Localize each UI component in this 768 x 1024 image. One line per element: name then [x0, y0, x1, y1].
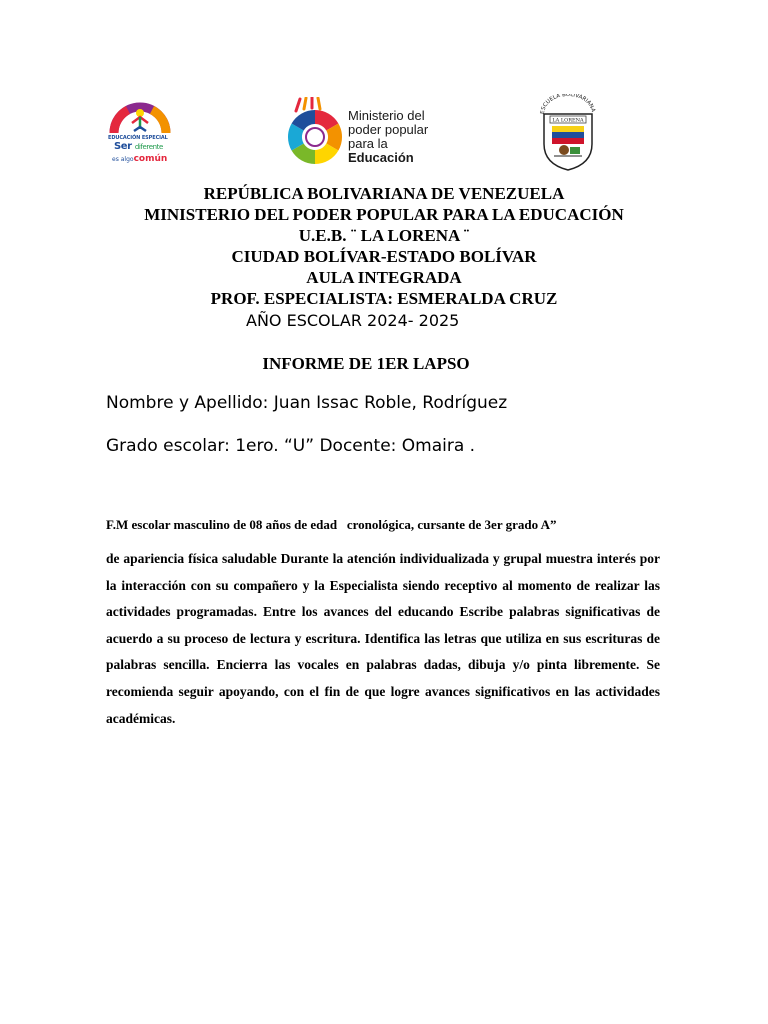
ministerio-line-1: Ministerio del [348, 108, 425, 123]
report-title: INFORME DE 1ER LAPSO [262, 354, 470, 373]
ministerio-line-4: Educación [348, 150, 414, 165]
header-profesora: PROF. ESPECIALISTA: ESMERALDA CRUZ [210, 289, 558, 308]
school-arc-text: ESCUELA BOLIVARIANA [539, 94, 596, 115]
ministerio-educacion-logo [284, 97, 434, 171]
ministerio-line-3: para la [348, 136, 388, 151]
header-republica: REPÚBLICA BOLIVARIANA DE VENEZUELA [203, 184, 565, 203]
student-name: Nombre y Apellido: Juan Issac Roble, Rodríguez [106, 393, 508, 413]
report-intro: F.M escolar masculino de 08 años de edad cronológica, cursante de 3er grado A” [106, 517, 557, 532]
educacion-especial-emblem-icon [108, 93, 172, 137]
header-ciudad: CIUDAD BOLÍVAR-ESTADO BOLÍVAR [231, 247, 537, 266]
school-shield-icon [536, 94, 600, 172]
educacion-especial-logo [108, 93, 172, 167]
ministerio-logo-text [348, 109, 438, 165]
svg-text:ESCUELA BOLIVARIANA [540, 94, 596, 114]
header-aula: AULA INTEGRADA [306, 268, 462, 287]
educacion-especial-label: EDUCACIÓN ESPECIAL [108, 135, 168, 141]
escuela-la-lorena-logo [536, 94, 600, 172]
school-year: AÑO ESCOLAR 2024- 2025 [246, 311, 460, 330]
ser-diferente-label: Ser diferente [114, 141, 163, 152]
ministerio-rainbow-circle-icon [284, 97, 350, 171]
es-algo-comun-label: es algocomún [112, 154, 168, 164]
header-ministerio: MINISTERIO DEL PODER POPULAR PARA LA EDUCACIÓN [144, 205, 624, 224]
report-paragraph: de apariencia física saludable Durante la atención individualizada y grupal muestra interés por la interacción con su compañero y la Especialista siendo receptivo al momento de realizar las actividades programadas. Entre los avances del educando Escribe palabras significativas de acuerdo a su proceso de lectura y escritura. Identifica las letras que utiliza en sus escrituras de palabras sencilla. Encierra las vocales en palabras dadas, dibuja y/o pinta libremente. Se recomienda seguir apoyando, con el fin de que logre avances significativos en las actividades académicas. [106, 551, 660, 726]
ministerio-line-2: poder popular [348, 122, 429, 137]
school-banner-text: LA LORENA [552, 117, 584, 124]
header-escuela: U.E.B. ¨ LA LORENA ¨ [298, 226, 470, 245]
grade-teacher: Grado escolar: 1ero. “U” Docente: Omaira . [106, 436, 476, 456]
